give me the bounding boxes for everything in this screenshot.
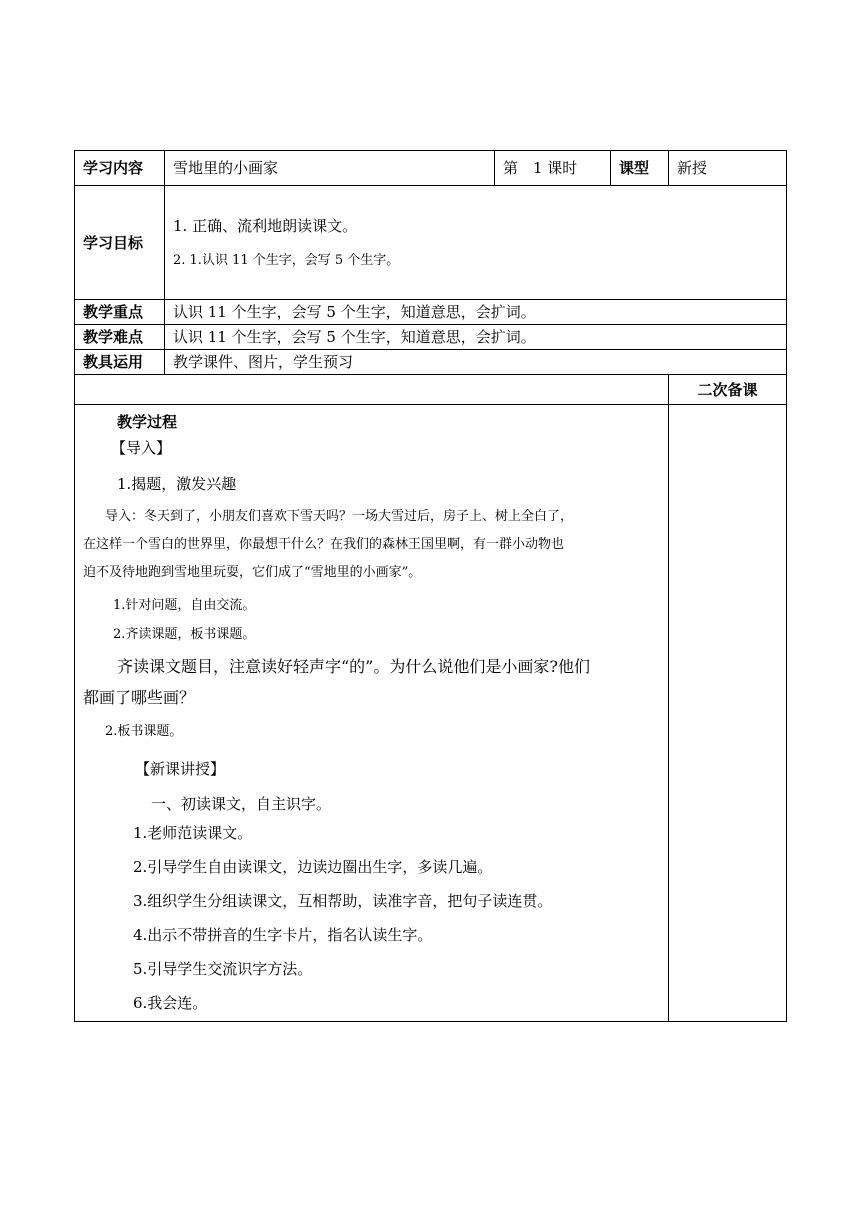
intro-heading: 【导入】 (111, 439, 172, 457)
read-text-2: 都画了哪些画？ (83, 688, 196, 707)
difficulty-label: 教学难点 (75, 325, 165, 350)
type-label: 课型 (611, 151, 669, 186)
process-item-6: 6.我会连。 (133, 994, 208, 1012)
new-lesson-heading: 【新课讲授】 (135, 760, 226, 778)
content-value: 雪地里的小画家 (165, 151, 495, 186)
intro-text-3: 迫不及待地跑到雪地里玩耍，它们成了“雪地里的小画家”。 (83, 565, 422, 580)
process-row (75, 405, 787, 1022)
focus-row (75, 300, 787, 325)
process-cell (75, 405, 669, 1022)
tools-row (75, 350, 787, 375)
second-prep-cell (669, 405, 787, 1022)
period-value: 第 1 课时 (495, 151, 611, 186)
step-b: 2.齐读课题，板书课题。 (113, 627, 256, 642)
focus-label: 教学重点 (75, 300, 165, 325)
goals-content (165, 186, 787, 300)
intro-text-1: 导入：冬天到了，小朋友们喜欢下雪天吗？一场大雪过后，房子上、树上全白了， (105, 509, 574, 524)
read-text-1: 齐读课文题目，注意读好轻声字“的”。为什么说他们是小画家?他们 (117, 657, 590, 676)
process-item-2: 2.引导学生自由读课文，边读边圈出生字，多读几遍。 (133, 858, 493, 876)
goals-row (75, 186, 787, 300)
second-prep-header-row (75, 375, 787, 405)
difficulty-value: 认识 11 个生字，会写 5 个生字，知道意思，会扩词。 (165, 325, 787, 350)
step-c: 2.板书课题。 (105, 724, 183, 739)
content-row (75, 151, 787, 186)
process-item-3: 3.组织学生分组读课文，互相帮助，读准字音，把句子读连贯。 (133, 892, 553, 910)
lesson-plan-table (74, 150, 787, 1022)
blank-header-cell (75, 375, 669, 405)
process-item-5: 5.引导学生交流识字方法。 (133, 960, 313, 978)
tools-label: 教具运用 (75, 350, 165, 375)
tools-value: 教学课件、图片，学生预习 (165, 350, 787, 375)
goals-label: 学习目标 (75, 186, 165, 300)
intro-step-1: 1.揭题，激发兴趣 (117, 475, 237, 493)
second-prep-label: 二次备课 (669, 375, 787, 405)
content-label: 学习内容 (75, 151, 165, 186)
focus-value: 认识 11 个生字，会写 5 个生字，知道意思，会扩词。 (165, 300, 787, 325)
process-item-4: 4.出示不带拼音的生字卡片，指名认读生字。 (133, 926, 433, 944)
part-1-heading: 一、初读课文，自主识字。 (151, 795, 332, 813)
type-value: 新授 (669, 151, 787, 186)
process-title: 教学过程 (117, 413, 178, 431)
goal-item-1: 1. 正确、流利地朗读课文。 (173, 216, 358, 235)
intro-text-2: 在这样一个雪白的世界里，你最想干什么？在我们的森林王国里啊，有一群小动物也 (83, 537, 565, 552)
process-item-1: 1.老师范读课文。 (133, 824, 253, 842)
step-a: 1.针对问题，自由交流。 (113, 598, 256, 613)
difficulty-row (75, 325, 787, 350)
goal-item-2: 2. 1.认识 11 个生字，会写 5 个生字。 (173, 252, 400, 268)
